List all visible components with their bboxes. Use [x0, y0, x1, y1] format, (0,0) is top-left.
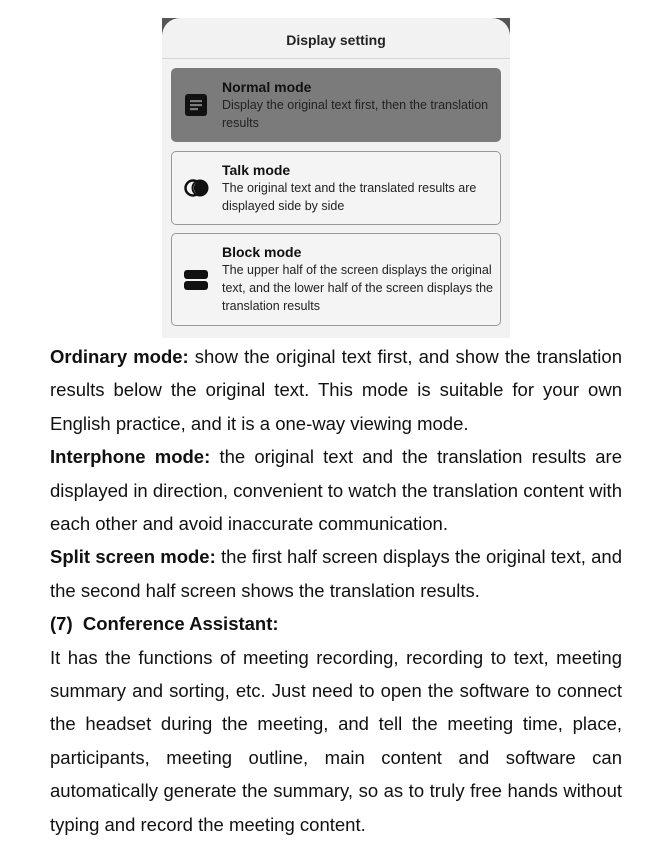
- mode-name: Block mode: [222, 244, 302, 260]
- heading-text: (7) Conference Assistant:: [50, 613, 279, 635]
- sheet-title: Display setting: [162, 18, 510, 59]
- term-label: Split screen mode:: [50, 546, 216, 568]
- document-icon: [183, 92, 209, 118]
- display-setting-sheet: [162, 18, 510, 338]
- paragraph-text: the original text and the translation results are displayed in direction, convenient to watch the translation content with each other and avoid inaccurate communication.: [50, 446, 622, 535]
- mode-name: Talk mode: [222, 162, 291, 178]
- document-body: [50, 340, 622, 841]
- paragraph-conference-assistant: It has the functions of meeting recording, recording to text, meeting summary and sorting, etc. Just need to open the software to connect the headset during the meeting, and tell the meeting time, place, participants, meeting outline, main content and software can automatically generate the summary, so as to truly free hands without typing and record the meeting content.: [50, 646, 622, 835]
- term-label: Ordinary mode:: [50, 346, 189, 367]
- paragraph-text: show the original text first, and show the translation results below the original text. This mode is suitable for your own English practice, and it is a one-way viewing mode.: [50, 346, 622, 434]
- display-setting-screenshot: [162, 18, 510, 338]
- mode-name: Normal mode: [222, 79, 312, 95]
- mode-description: The original text and the translated results are displayed side by side: [222, 181, 477, 213]
- term-label: Interphone mode:: [50, 446, 211, 468]
- mode-option-normal[interactable]: [171, 68, 501, 142]
- mode-option-block[interactable]: [171, 233, 501, 326]
- paragraph-split-screen-mode: [50, 540, 622, 607]
- overlap-circles-icon: [183, 175, 209, 201]
- mode-description: The upper half of the screen displays the original text, and the lower half of the screen displays the translation results: [222, 263, 493, 313]
- paragraph-ordinary-mode: [50, 340, 622, 440]
- paragraph-interphone-mode: [50, 440, 622, 540]
- mode-description: Display the original text first, then the translation results: [222, 98, 489, 130]
- section-heading: [50, 607, 622, 640]
- split-blocks-icon: [183, 267, 209, 293]
- mode-option-talk[interactable]: [171, 151, 501, 225]
- paragraph-text: the first half screen displays the original text, and the second half screen shows the translation results.: [50, 546, 622, 601]
